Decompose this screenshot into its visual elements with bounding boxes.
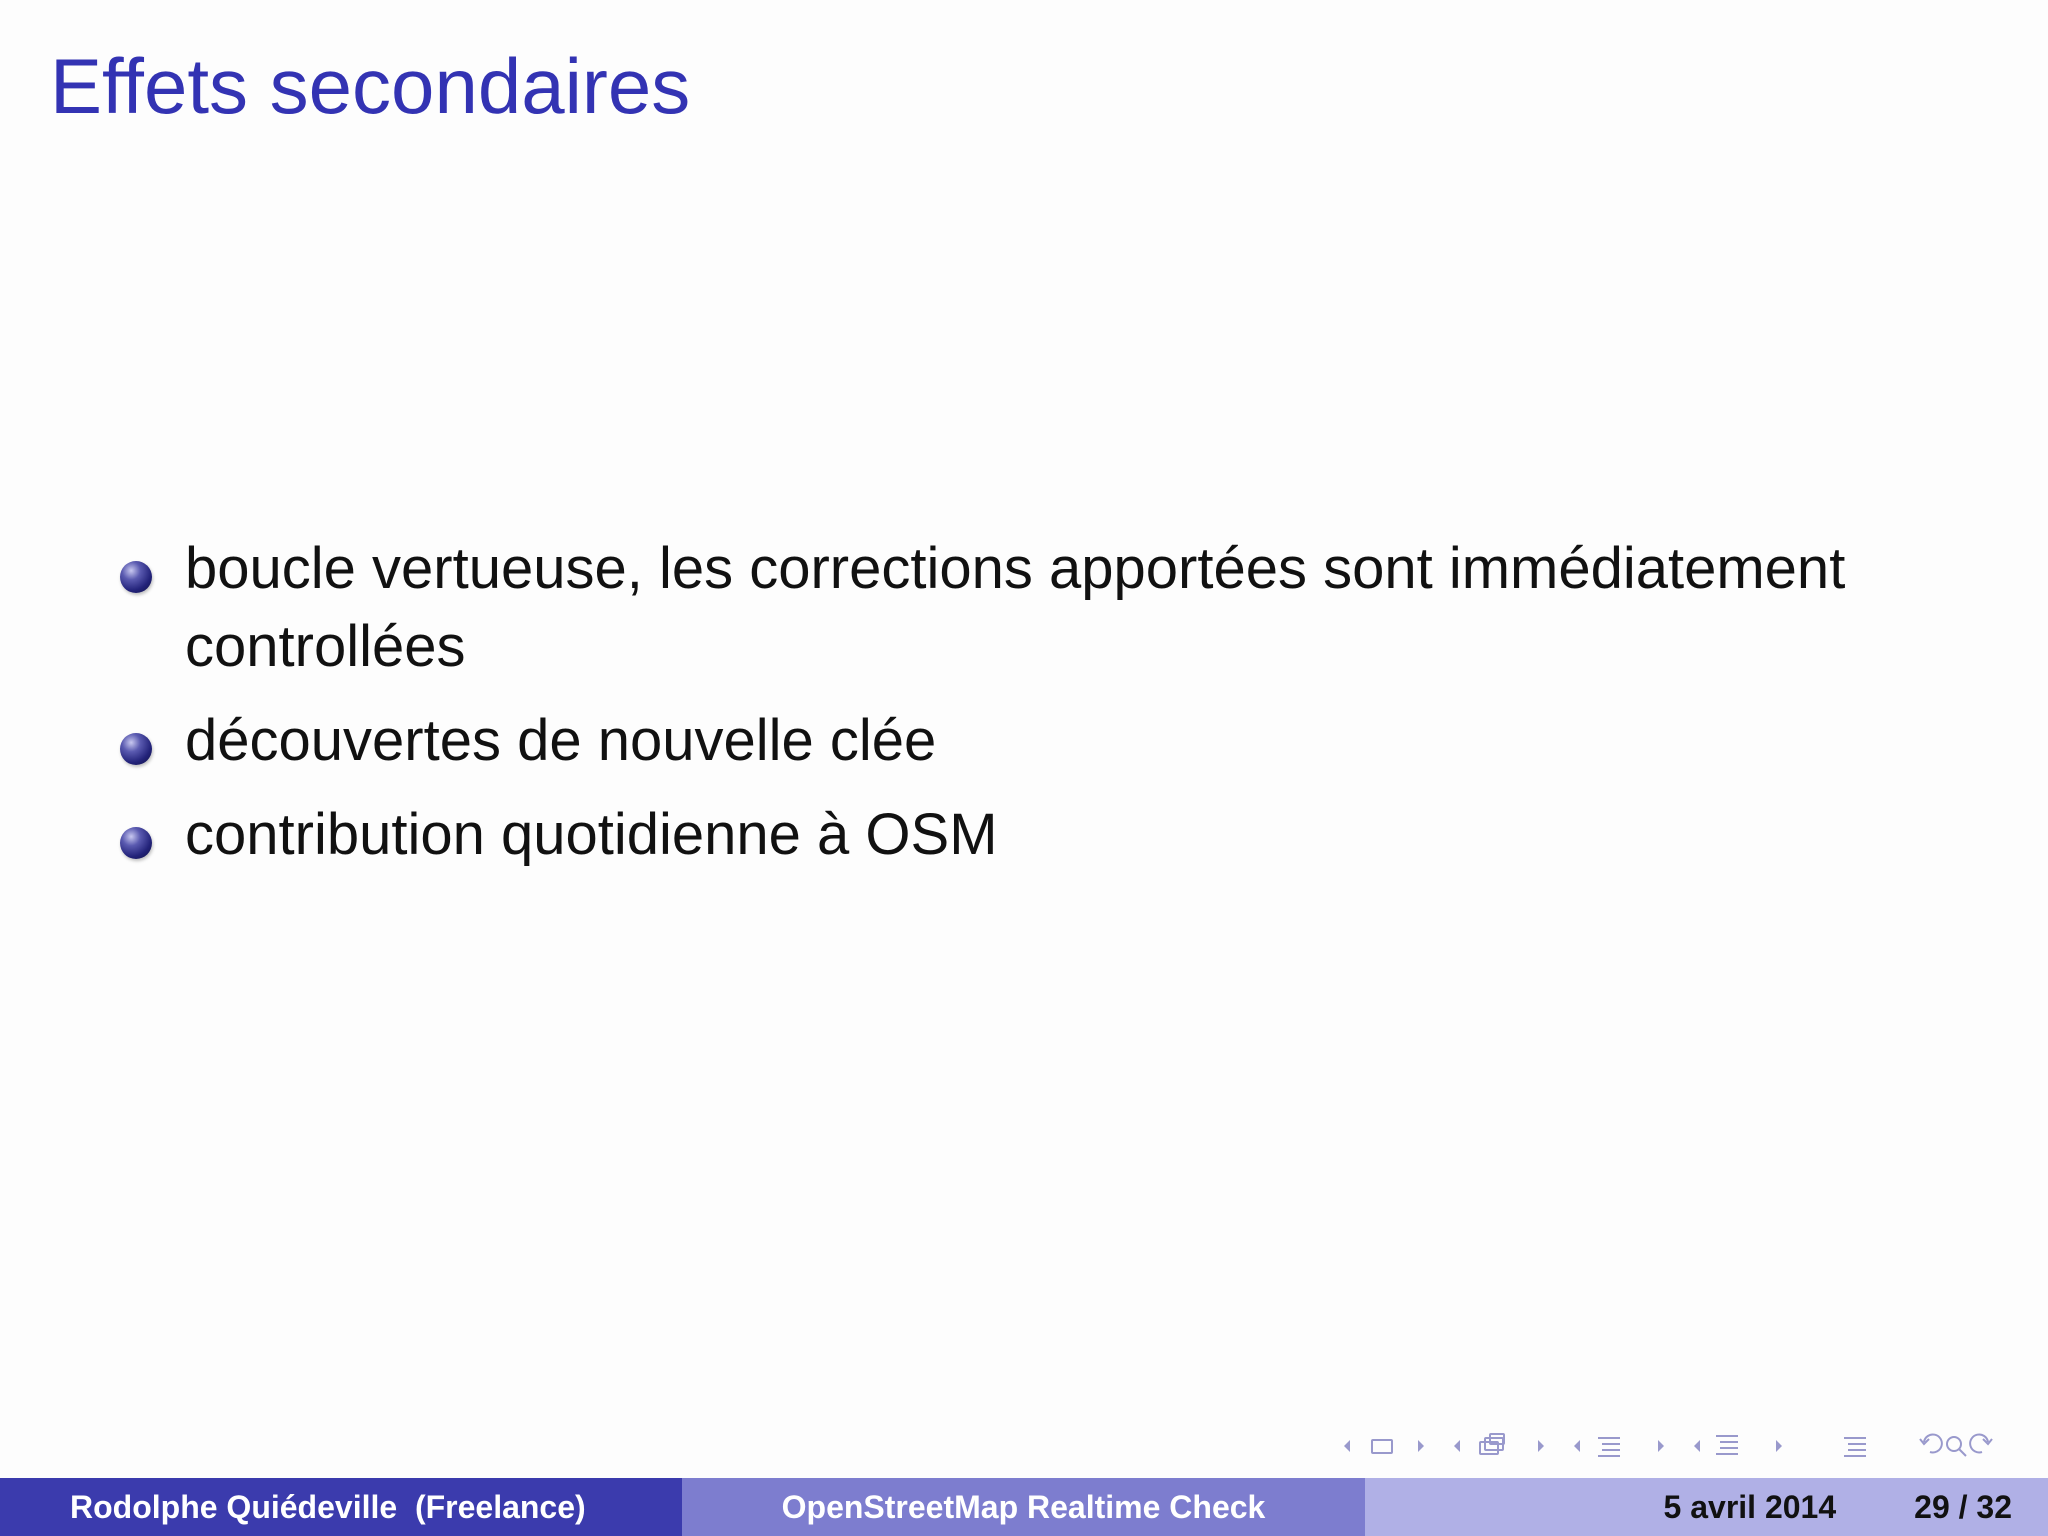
prev-frame-button[interactable] xyxy=(1344,1440,1350,1452)
arrow-right-icon xyxy=(1658,1440,1664,1452)
arrow-left-icon xyxy=(1454,1440,1460,1452)
subsection-icon[interactable] xyxy=(1598,1438,1620,1456)
toc-icon[interactable] xyxy=(1844,1438,1866,1456)
undo-icon[interactable] xyxy=(1920,1434,1942,1452)
section-icon[interactable] xyxy=(1716,1436,1738,1454)
arrow-left-icon xyxy=(1694,1440,1700,1452)
slide-footer xyxy=(0,1478,2048,1536)
list-item-text: boucle vertueuse, les corrections apportées sont immédiatement controllées xyxy=(185,536,1846,679)
bullet-icon xyxy=(120,827,152,859)
bullet-list xyxy=(120,530,2000,890)
footer-right xyxy=(1365,1478,2048,1536)
arrow-right-icon xyxy=(1538,1440,1544,1452)
list-item xyxy=(120,702,2000,780)
bullet-icon xyxy=(120,733,152,765)
next-frame-button[interactable] xyxy=(1418,1440,1424,1452)
beamer-navigation xyxy=(1330,1430,2030,1462)
next-slide-button[interactable] xyxy=(1538,1440,1544,1452)
list-item-text: découvertes de nouvelle clée xyxy=(185,708,937,773)
arrow-right-icon xyxy=(1418,1440,1424,1452)
bullet-icon xyxy=(120,561,152,593)
next-subsection-button[interactable] xyxy=(1658,1440,1664,1452)
footer-title: OpenStreetMap Realtime Check xyxy=(682,1478,1365,1536)
footer-date: 5 avril 2014 xyxy=(1663,1488,1837,1525)
arrow-right-icon xyxy=(1776,1440,1782,1452)
footer-author: Rodolphe Quiédeville (Freelance) xyxy=(0,1478,682,1536)
list-item-text: contribution quotidienne à OSM xyxy=(185,802,998,867)
frames-icon[interactable] xyxy=(1480,1434,1504,1454)
prev-slide-button[interactable] xyxy=(1454,1440,1460,1452)
arrow-left-icon xyxy=(1344,1440,1350,1452)
frame-icon[interactable] xyxy=(1372,1440,1392,1453)
arrow-left-icon xyxy=(1574,1440,1580,1452)
page-number: 29 / 32 xyxy=(1914,1488,2012,1525)
next-section-button[interactable] xyxy=(1776,1440,1782,1452)
redo-icon[interactable] xyxy=(1970,1434,1992,1452)
prev-section-button[interactable] xyxy=(1694,1440,1700,1452)
prev-subsection-button[interactable] xyxy=(1574,1440,1580,1452)
list-item xyxy=(120,796,2000,874)
slide-title: Effets secondaires xyxy=(50,42,691,130)
search-icon[interactable] xyxy=(1947,1437,1966,1456)
list-item xyxy=(120,530,2000,686)
